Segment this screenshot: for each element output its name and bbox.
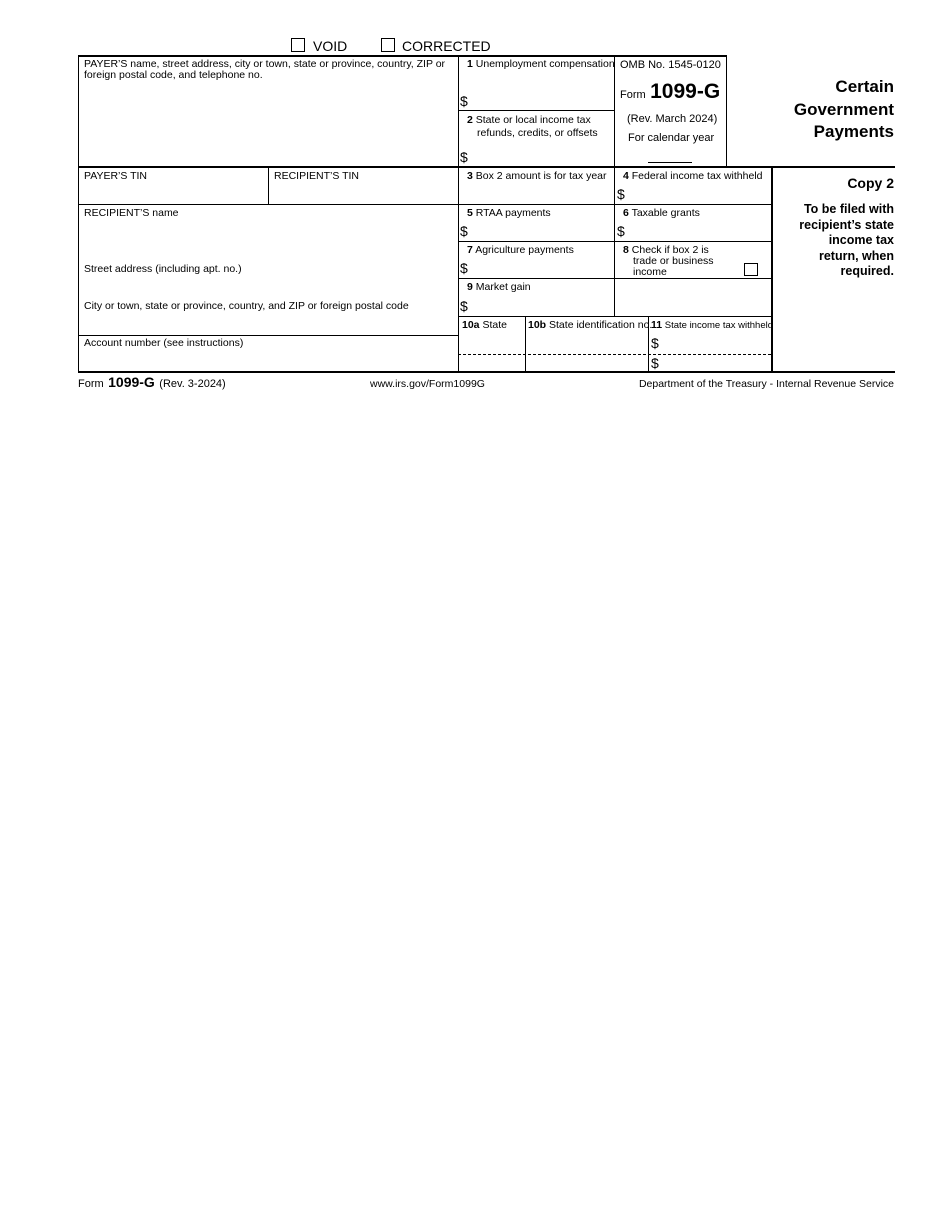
recipient-name-field[interactable]	[80, 221, 456, 261]
box1-dollar: $	[460, 93, 468, 109]
recipient-name-label: RECIPIENT’S name	[84, 207, 179, 219]
footer-form-id: Form 1099-G (Rev. 3-2024)	[78, 374, 226, 390]
box9-label: 9 Market gain	[467, 281, 531, 293]
box8-checkbox[interactable]	[744, 263, 758, 276]
state-row-divider	[458, 354, 771, 355]
box6-dollar: $	[617, 223, 625, 239]
payer-name-address-field[interactable]	[80, 85, 456, 165]
copy-instructions: To be filed with recipient’s state income tax return, when required.	[799, 202, 894, 278]
box6-label: 6 Taxable grants	[623, 207, 700, 219]
box10a-right	[525, 316, 526, 372]
box5-field[interactable]	[472, 221, 612, 240]
recipient-tin-field[interactable]	[270, 184, 456, 203]
footer-department: Department of the Treasury - Internal Revenue Service	[638, 378, 894, 390]
box2-label-line2: refunds, credits, or offsets	[477, 127, 598, 139]
box9-field[interactable]	[472, 295, 612, 315]
box11-label: 11 State income tax withheld	[651, 319, 774, 331]
street-address-label: Street address (including apt. no.)	[84, 263, 242, 275]
box9-dollar: $	[460, 298, 468, 314]
payer-tin-field[interactable]	[80, 184, 266, 203]
box1-field[interactable]	[472, 90, 612, 109]
box1-label: 1 Unemployment compensation	[467, 58, 615, 70]
city-field[interactable]	[80, 314, 456, 334]
copy-name: Copy 2	[847, 175, 894, 191]
city-label: City or town, state or province, country, and ZIP or foreign postal code	[84, 300, 409, 312]
omb-right-border	[726, 55, 727, 167]
row-7-bottom	[458, 278, 771, 279]
box7-field[interactable]	[472, 258, 612, 277]
box10b-field-2[interactable]	[527, 356, 646, 370]
box10b-label: 10b State identification no.	[528, 319, 653, 331]
corrected-checkbox[interactable]	[381, 38, 395, 52]
box11-field-2[interactable]	[662, 356, 769, 370]
box5-label: 5 RTAA payments	[467, 207, 551, 219]
void-label: VOID	[313, 38, 348, 54]
account-top	[78, 335, 458, 336]
box4-field[interactable]	[629, 184, 769, 203]
account-number-label: Account number (see instructions)	[84, 337, 244, 349]
row-tin-bottom	[78, 204, 771, 205]
box2-label-line1: 2 State or local income tax	[467, 114, 591, 126]
form-top-border	[78, 55, 727, 57]
box10a-field-2[interactable]	[460, 356, 523, 370]
box8-label-line3: income	[633, 266, 667, 278]
box2-dollar: $	[460, 149, 468, 165]
form-left-border	[78, 55, 79, 372]
payer-name-address-label: PAYER’S name, street address, city or town, state or province, country, ZIP or foreign postal code, and telephone no.	[84, 58, 446, 81]
row-9-bottom	[458, 316, 771, 317]
tin-divider	[268, 167, 269, 204]
col-divider-left	[458, 55, 459, 372]
copy-panel-border	[771, 167, 773, 372]
calendar-year-field[interactable]	[648, 146, 692, 161]
box1-bottom	[458, 110, 614, 111]
box2-field[interactable]	[472, 146, 612, 165]
box8-label-line1: 8 Check if box 2 is	[623, 244, 709, 256]
footer-url: www.irs.gov/Form1099G	[370, 378, 485, 390]
account-number-field[interactable]	[80, 351, 456, 370]
box11-field-1[interactable]	[662, 333, 769, 353]
box11-dollar-2: $	[651, 355, 659, 371]
payer-tin-label: PAYER’S TIN	[84, 170, 148, 182]
void-checkbox[interactable]	[291, 38, 305, 52]
calendar-year-line	[648, 162, 692, 163]
calendar-year-label: For calendar year	[628, 132, 715, 144]
box3-label: 3 Box 2 amount is for tax year	[467, 170, 607, 182]
street-address-field[interactable]	[80, 277, 456, 297]
box8-label-line2: trade or business	[633, 255, 714, 267]
box7-dollar: $	[460, 260, 468, 276]
box5-dollar: $	[460, 223, 468, 239]
box11-dollar-1: $	[651, 335, 659, 351]
box10a-label: 10a State	[462, 319, 507, 331]
form-title: Certain Government Payments	[793, 77, 894, 141]
rev-date: (Rev. March 2024)	[627, 113, 718, 125]
box3-field[interactable]	[460, 184, 612, 203]
box6-field[interactable]	[629, 221, 769, 240]
box10b-field-1[interactable]	[527, 333, 646, 353]
box7-label: 7 Agriculture payments	[467, 244, 574, 256]
box4-label: 4 Federal income tax withheld	[623, 170, 763, 182]
row-5-bottom	[458, 241, 771, 242]
box4-dollar: $	[617, 186, 625, 202]
corrected-label: CORRECTED	[402, 38, 491, 54]
recipient-tin-label: RECIPIENT’S TIN	[274, 170, 359, 182]
box10a-field-1[interactable]	[460, 333, 523, 353]
form-id: Form 1099-G	[620, 80, 721, 103]
omb-number: OMB No. 1545-0120	[620, 59, 721, 71]
